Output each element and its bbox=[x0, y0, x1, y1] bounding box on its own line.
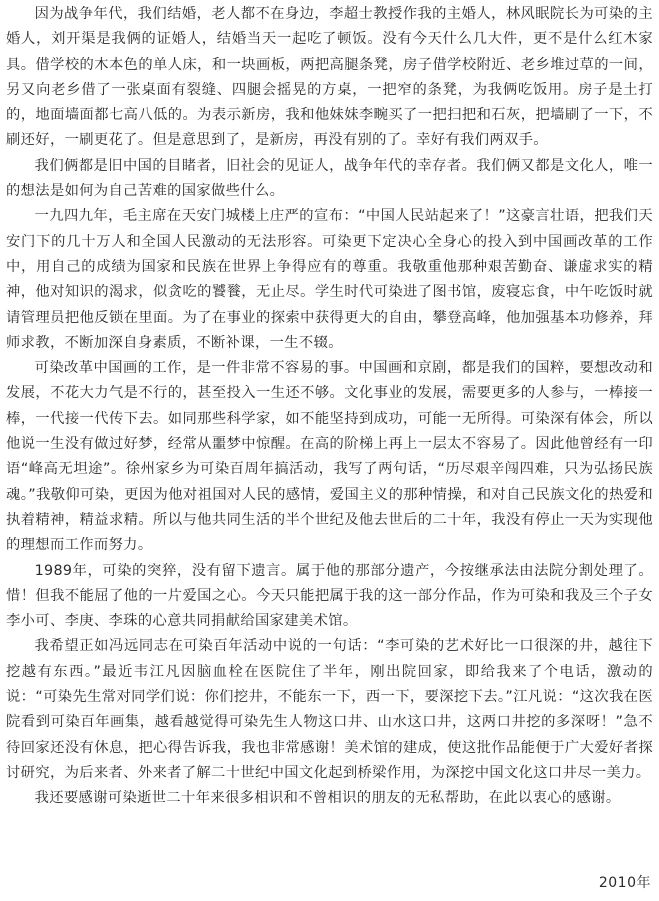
signature-date: 2010年 bbox=[598, 875, 651, 891]
paragraph-2: 我们俩都是旧中国的目睹者，旧社会的见证人，战争年代的幸存者。我们俩又都是文化人，唯一的想法是如何为自己苦难的国家做些什么。 bbox=[6, 157, 653, 200]
paragraph-5: 1989年，可染的突猝，没有留下遗言。属于他的那部分遗产，今按继承法由法院分割处理了。惜！但我不能屈了他的一片爱国之心。今天只能把属于我的这一部分作品，作为可染和我及三个子女李小可、李庚、李珠的心意共同捐献给国家建美术馆。 bbox=[6, 562, 653, 630]
article-body bbox=[6, 2, 653, 812]
paragraph-7: 我还要感谢可染逝世二十年来很多相识和不曾相识的朋友的无私帮助，在此以衷心的感谢。 bbox=[34, 790, 621, 807]
paragraph-4: 可染改革中国画的工作，是一件非常不容易的事。中国画和京剧，都是我们的国粹，要想改动和发展，不花大力气是不行的，甚至投入一生还不够。文化事业的发展，需要更多的人参与，一棒接一棒，一代接一代传下去。如同那些科学家，如不能坚持到成功，可能一无所得。可染深有体会，所以他说一生没有做过好梦，经常从噩梦中惊醒。在高的阶梯上再上一层太不容易了。因此他曾经有一印语“峰高无坦途”。徐州家乡为可染百周年搞活动，我写了两句话，“历尽艰辛闯四难，只为弘扬民族魂。”我敬仰可染，更因为他对祖国对人民的感情，爱国主义的那种情操，和对自己民族文化的热爱和执着精神，精益求精。所以与他共同生活的半个世纪及他去世后的二十年，我没有停止一天为实现他的理想而工作而努力。 bbox=[6, 360, 653, 554]
paragraph-3: 一九四九年，毛主席在天安门城楼上庄严的宣布：“中国人民站起来了！”这豪言壮语，把我们天安门下的几十万人和全国人民激动的无法形容。可染更下定决心全身心的投入到中国画改革的工作中，用自己的成绩为国家和民族在世界上争得应有的尊重。我敬重他那种艰苦勤奋、谦虚求实的精神，他对知识的渴求，似贪吃的饕餮，无止尽。学生时代可染进了图书馆，废寝忘食，中午吃饭时就请管理员把他反锁在里面。为了在事业的探索中获得更大的自由，攀登高峰，他加强基本功修养，拜师求教，不断加深自身素质，不断补课，一生不辍。 bbox=[6, 208, 653, 351]
paragraph-6: 我希望正如冯远同志在可染百年活动中说的一句话：“李可染的艺术好比一口很深的井，越往下挖越有东西。”最近韦江凡因脑血栓在医院住了半年，刚出院回家，即给我来了个电话，激动的说：“可染先生常对同学们说：你们挖井，不能东一下，西一下，要深挖下去。”江凡说：“这次我在医院看到可染百年画集，越看越觉得可染先生人物这口井、山水这口井，这两口井挖的多深呀！”急不待回家还没有休息，把心得告诉我，我也非常感谢！美术馆的建成，使这批作品能便于广大爱好者探讨研究，为后来者、外来者了解二十世纪中国文化起到桥梁作用，为深挖中国文化这口井尽一美力。 bbox=[6, 638, 653, 781]
paragraph-1: 因为战争年代，我们结婚，老人都不在身边，李超士教授作我的主婚人，林风眠院长为可染的主婚人，刘开渠是我俩的证婚人，结婚当天一起吃了顿饭。没有今天什么几大件，更不是什么红木家具。借学校的木本色的单人床，和一块画板，两把高腿条凳，房子借学校附近、老乡堆过草的一间，另又向老乡借了一张桌面有裂缝、四腿会摇晃的方桌，一把窄的条凳，为我俩吃饭用。房子是土打的，地面墙面都七高八低的。为表示新房，我和他妹妹李畹买了一把扫把和石灰，把墙刷了一下，不刷还好，一刷更花了。但是意思到了，是新房，再没有别的了。幸好有我们两双手。 bbox=[6, 6, 653, 149]
